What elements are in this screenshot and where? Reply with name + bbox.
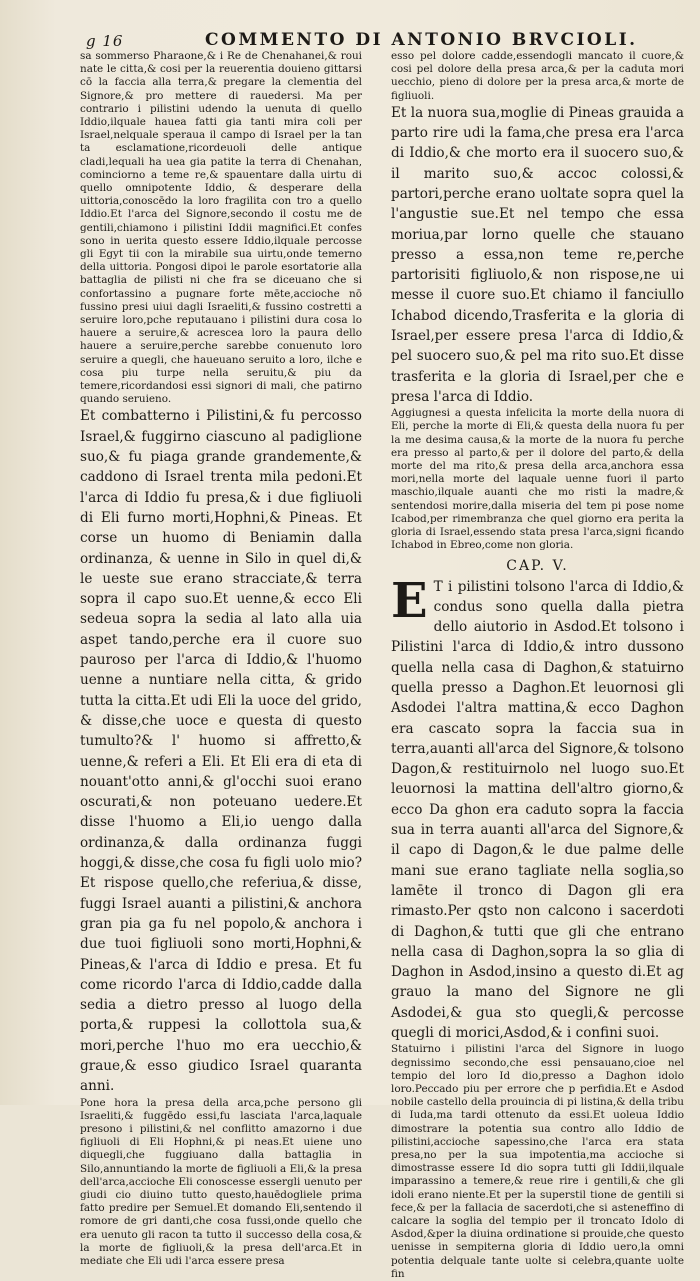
scripture-paragraph: Et combatterno i Pilistini,& fu percosso Israel,& fuggirno ciascuno al padiglione suo,& fu piaga grande grandemente,& caddono di Israel trenta mila pedoni.Et l'arca di Iddio fu presa,& i due figliuoli di Eli furno morti,Hophni,& Pineas. Et corse un huomo di Beniamin dalla ordinanza, & uenne in Silo in quel di,& le ueste sue erano stracciate,& terra sopra il capo suo.Et uenne,& ecco Eli sedeua sopra la sedia al lato alla uia aspet tando,perche era il cuore suo pauroso per l'arca di Iddio,& l'huomo uenne a nuntiare nella citta, & grido tutta la citta.Et udi Eli la uoce del grido, & disse,che uoce e questa di questo tumulto?& l' huomo si affretto,& uenne,& referi a Eli. Et Eli era di eta di nouant'otto anni,& gl'occhi suoi erano oscurati,& non poteuano uedere.Et disse l'huomo a Eli,io uengo dalla ordinanza,& dalla ordinanza fuggi hoggi,& disse,che cosa fu figli uolo mio?Et rispose quello,che referiua,& disse, fuggi Israel auanti a pilistini,& anchora gran pia ga fu nel popolo,& anchora i due tuoi figliuoli sono morti,Hophni,& Pineas,& l'arca di Iddio e presa. Et fu come ricordo l'arca di Iddio,cadde dalla sedia a dietro presso al luogo della porta,& ruppesi la collottola sua,& mori,perche l'huo mo era uecchio,& graue,& esso giudico Israel quaranta anni.: [80, 408, 362, 1095]
folio-number: g 16: [86, 32, 124, 50]
chapter-text: T i pilistini tolsono l'arca di Iddio,& condus sono quella dalla pietra dello aiutorio in Asdod.Et tolsono i Pilistini l'arca di Iddio,& intro dussono quella nella casa di Daghon,& statuirno quella presso a Daghon.Et leuornosi gli Asdodei l'altra mattina,& ecco Daghon era cascato sopra la faccia sua in terra,auanti all'arca del Signore,& tolsono Dagon,& restituirnolo nel luogo suo.Et leuornosi la mattina dell'altro giorno,& ecco Da ghon era caduto sopra la faccia sua in terra auanti all'arca del Signore,& il capo di Dagon,& le due palme delle mani sue erano tagliate nella soglia,so lamēte il tronco di Dagon gli era rimasto.Per qsto non calcono i sacerdoti di Daghon,& tutti que gli che entrano nella casa di Daghon,sopra la so glia di Daghon in Asdod,insino a questo di.Et ag grauo la mano del Signore ne gli Asdodei,& gua sto quegli,& percosse quegli di morici,Asdod,& i confini suoi.: [391, 578, 684, 1042]
commentary-paragraph: Statuirno i pilistini l'arca del Signore in luogo degnissimo secondo,che essi pensauano,cioe nel tempio del loro Id dio,presso a Daghon idolo loro.Peccado piu per errore che p perfidia.Et e Asdod nobile castello della prouincia di pi listina,& della tribu di Iuda,ma tardi ottenuto da essi.Et uoleua Iddio dimostrare la potentia sua contro allo Iddio de pilistini,accioche sapessino,che l'arca era stata presa,no per la sua impotentia,ma accioche si dimostrasse essere Id dio sopra tutti gli Iddii,ilquale imparassino a temere,& reue rire i gentili,& che gli idoli erano niente.Et per la superstil tione de gentili si fece,& per la fallacia de sacerdoti,che si asteneffino di calcare la soglia del tempio per il troncato Idolo di Asdod,&per la diuina ordinatione si prouide,che questo uenisse in sempiterna gloria di Iddio uero,la omni potentia delquale tante uolte si celebra,quante uolte fin: [391, 1043, 684, 1280]
commentary-paragraph: Pone hora la presa della arca,pche persono gli Israeliti,& fuggēdo essi,fu lasciata l'arca,laquale presono i pilistini,& nel conflitto amazorno i due figliuoli di Eli Hophni,& pi neas.Et uiene uno diquegli,che fuggiuano dalla battaglia in Silo,annuntiando la morte de figliuoli a Eli,& la presa dell'arca,accioche Eli conoscesse essergli uenuto per giudi cio diuino tutto questo,hauēdogliele prima fatto predire per Semuel.Et domando Eli,sentendo il romore de gri danti,che cosa fussi,onde quello che era uenuto gli racon ta tutto il successo della cosa,& la morte de figliuoli,& la presa dell'arca.Et in mediate che Eli udi l'arca essere presa: [80, 1096, 362, 1268]
drop-cap: E: [391, 572, 428, 629]
running-title: COMMENTO DI ANTONIO BRVCIOLI.: [205, 30, 638, 50]
commentary-paragraph: esso pel dolore cadde,essendogli mancato il cuore,& cosi pel dolore della presa arca,& per la caduta mori uecchio, pieno di dolore per la presa arca,& morte de figliuoli.: [391, 50, 684, 102]
right-column: [391, 50, 684, 1280]
scripture-paragraph: Et la nuora sua,moglie di Pineas grauida a parto rire udi la fama,che presa era l'arca di Iddio,& che morto era il suocero suo,& il marito suo,& accoc colossi,& partori,perche erano uoltate sopra quel la l'angustie sue.Et nel tempo che essa moriua,par lorno quelle che stauano presso a essa,non teme re,perche partorisiti figliuolo,& non rispose,ne ui messe il cuore suo.Et chiamo il fanciullo Ichabod dicendo,Trasferita e la gloria di Israel,per essere presa l'arca di Iddio,& pel suocero suo,& pel ma rito suo.Et disse trasferita e la gloria di Israel,per che e presa l'arca di Iddio.: [391, 104, 684, 405]
commentary-paragraph: sa sommerso Pharaone,& i Re de Chenahanei,& roui nate le citta,& cosi per la reuerentia douieno gittarsi cō la faccia alla terra,& pregare la clementia del Signore,& pro mettere di rauedersi. Ma per contrario i pilistini udendo la uenuta di quello Iddio,ilquale hauea fatti gia tanti mira coli per Israel,nelquale speraua il campo di Israel per la tan ta esclamatione,ricordeuoli delle antique cladi,lequali ha uea gia patite la terra di Chenahan, cominciorno a teme re,& spauentare dalla uirtu di quello omnipotente Iddio, & desperare della uittoria,conoscēdo la loro fragilita con tro a quello Iddio.Et l'arca del Signore,secondo il costu me de gentili,chiamono i pilistini Iddii magnifici.Et confes sono in uerita questo essere Iddio,ilquale percosse gli Egyt tii con la mirabile sua uirtu,onde temerno della uittoria. Pongosi dipoi le parole esortatorie alla battaglia de pilisti ni che fra se diceuano che si confortassino a pugnare forte mēte,accioche nō fussino presi uiui dagli Israeliti,& fussino costretti a seruire loro,pche reputauano i pilistini dura cosa lo hauere a seruire,& acrescea loro la paura dello hauere a seruire,perche sarebbe conuenuto loro seruire a quegli, che haueuano seruito a loro, ilche e cosa piu turpe nella seruitu,& piu da temere,ricordandosi essi signori di mali, che patirno quando seruieno.: [80, 50, 362, 406]
scripture-paragraph: [391, 572, 684, 1044]
chapter-heading: CAP. V.: [506, 557, 569, 574]
commentary-paragraph: Aggiugnesi a questa infelicita la morte della nuora di Eli, perche la morte di Eli,& questa della nuora fu per la me desima causa,& la morte de la nuora fu perche era presso al parto,& per il dolore del parto,& della morte del ma rito,& presa della arca,anchora essa mori,nella morte del laquale uenne fuori il parto maschio,ilquale auanti che mo risti la madre,& sentendosi morire,dalla miseria del tem pi pose nome Icabod,per rimembranza che quel giorno era perita la gloria di Israel,essendo stata presa l'arca,signi ficando Ichabod in Ebreo,come non gloria.: [391, 407, 684, 552]
running-head: [0, 32, 700, 52]
left-column: [80, 50, 362, 1268]
